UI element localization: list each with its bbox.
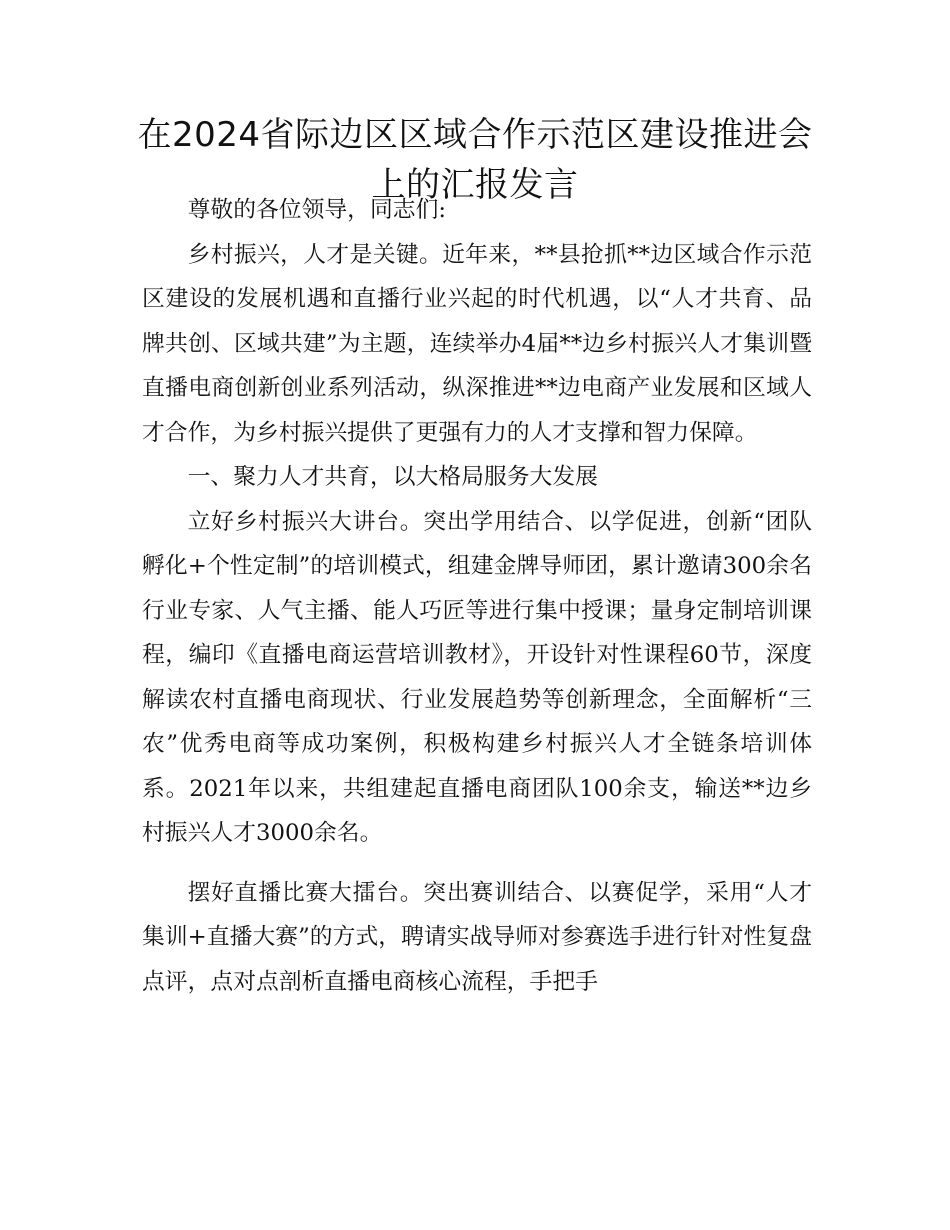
intro-paragraph: 乡村振兴，人才是关键。近年来，**县抢抓**边区域合作示范区建设的发展机遇和直播行业兴起的时代机遇，以“人才共育、品牌共创、区域共建”为主题，连续举办4届**边乡村振兴人才集训暨直播电商创新创业系列活动，纵深推进**边电商产业发展和区域人才合作，为乡村振兴提供了更强有力的人才支撑和智力保障。 — [142, 241, 812, 446]
section-heading: 一、聚力人才共育，以大格局服务大发展 — [187, 464, 598, 490]
salutation-paragraph: 尊敬的各位领导，同志们: — [187, 197, 447, 223]
document-body — [142, 188, 812, 1004]
document-title: 在2024省际边区区域合作示范区建设推进会上的汇报发言 — [137, 115, 813, 205]
body-paragraph-contest: 摆好直播比赛大擂台。突出赛训结合、以赛促学，采用“人才集训+直播大赛”的方式，聘请实战导师对参赛选手进行针对性复盘点评，点对点剖析直播电商核心流程，手把手 — [142, 879, 812, 995]
body-paragraph-lecture: 立好乡村振兴大讲台。突出学用结合、以学促进，创新“团队孵化+个性定制”的培训模式，组建金牌导师团，累计邀请300余名行业专家、人气主播、能人巧匠等进行集中授课；量身定制培训课程，编印《直播电商运营培训教材》，开设针对性课程60节，深度解读农村直播电商现状、行业发展趋势等创新理念，全面解析“三农”优秀电商等成功案例，积极构建乡村振兴人才全链条培训体系。2021年以来，共组建起直播电商团队100余支，输送**边乡村振兴人才3000余名。 — [142, 508, 812, 846]
